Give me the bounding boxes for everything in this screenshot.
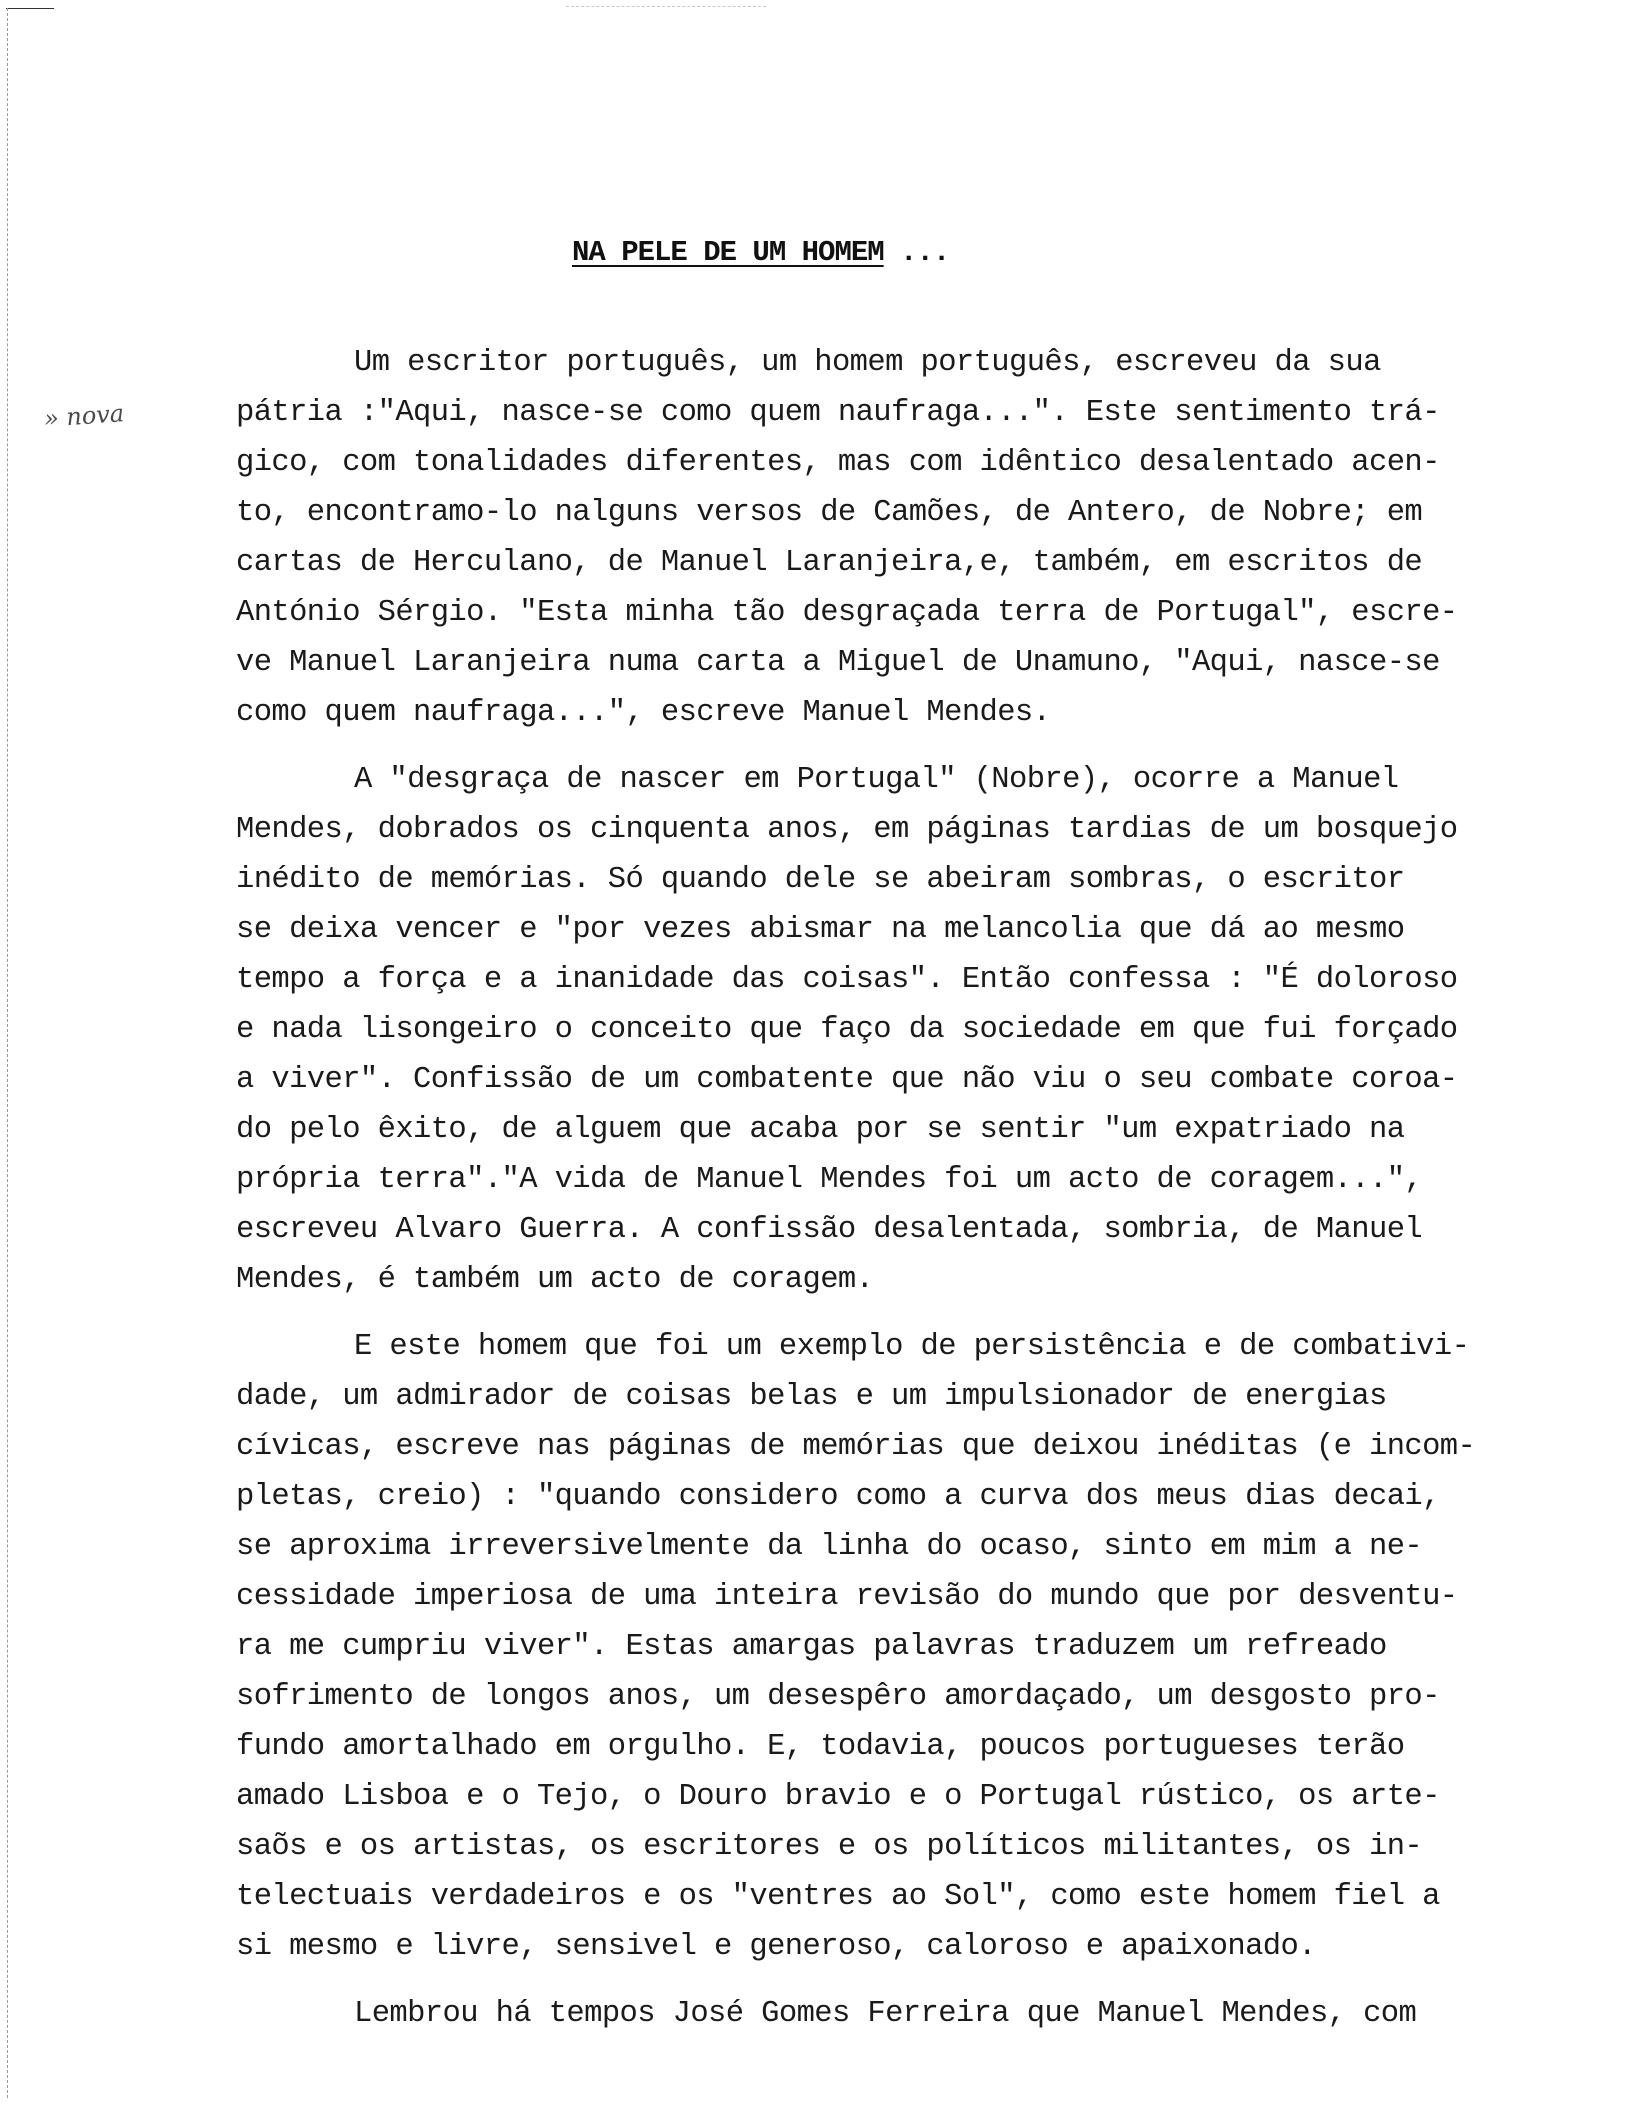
paragraph (236, 338, 1616, 738)
text-line: to, encontramo-lo nalguns versos de Camões, de Antero, de Nobre; em (236, 496, 1423, 530)
scan-edge-line (7, 8, 8, 2098)
text-line: ra me cumpriu viver". Estas amargas palavras traduzem um refreado (236, 1630, 1387, 1664)
text-line: tempo a força e a inanidade das coisas". Então confessa : "É doloroso (236, 963, 1458, 997)
text-line: ve Manuel Laranjeira numa carta a Miguel de Unamuno, "Aqui, nasce-se (236, 646, 1440, 680)
scan-corner-mark (6, 8, 54, 9)
text-line: fundo amortalhado em orgulho. E, todavia, poucos portugueses terão (236, 1730, 1405, 1764)
text-line: saõs e os artistas, os escritores e os políticos militantes, os in- (236, 1830, 1423, 1864)
text-line: telectuais verdadeiros e os "ventres ao Sol", como este homem fiel a (236, 1880, 1440, 1914)
text-line: cartas de Herculano, de Manuel Laranjeira,e, também, em escritos de (236, 546, 1423, 580)
text-line: a viver". Confissão de um combatente que não viu o seu combate coroa- (236, 1063, 1458, 1097)
text-line: se deixa vencer e "por vezes abismar na melancolia que dá ao mesmo (236, 913, 1405, 947)
scan-top-dash (566, 6, 766, 7)
paragraph (236, 755, 1616, 1305)
text-line: sofrimento de longos anos, um desespêro amordaçado, um desgosto pro- (236, 1680, 1440, 1714)
text-line: cessidade imperiosa de uma inteira revisão do mundo que por desventu- (236, 1580, 1458, 1614)
paragraph (236, 1322, 1616, 1972)
title-text: NA PELE DE UM HOMEM (572, 236, 884, 269)
text-line: A "desgraça de nascer em Portugal" (Nobre), ocorre a Manuel (354, 763, 1399, 797)
text-line: Lembrou há tempos José Gomes Ferreira que Manuel Mendes, com (354, 1997, 1417, 2031)
text-line: e nada lisongeiro o conceito que faço da sociedade em que fui forçado (236, 1013, 1458, 1047)
paragraph (236, 1989, 1616, 2039)
text-line: gico, com tonalidades diferentes, mas com idêntico desalentado acen- (236, 446, 1440, 480)
text-line: se aproxima irreversivelmente da linha do ocaso, sinto em mim a ne- (236, 1530, 1423, 1564)
text-line: própria terra"."A vida de Manuel Mendes foi um acto de coragem...", (236, 1163, 1423, 1197)
text-line: pletas, creio) : "quando considero como a curva dos meus dias decai, (236, 1480, 1440, 1514)
handwritten-margin-note: » nova (43, 399, 125, 433)
text-line: António Sérgio. "Esta minha tão desgraçada terra de Portugal", escre- (236, 596, 1458, 630)
text-line: Mendes, dobrados os cinquenta anos, em páginas tardias de um bosquejo (236, 813, 1458, 847)
text-line: Um escritor português, um homem português, escreveu da sua (354, 346, 1381, 380)
text-line: do pelo êxito, de alguem que acaba por se sentir "um expatriado na (236, 1113, 1405, 1147)
text-line: amado Lisboa e o Tejo, o Douro bravio e o Portugal rústico, os arte- (236, 1780, 1440, 1814)
page-title (572, 236, 949, 269)
title-ellipsis: ... (883, 236, 950, 269)
body-text (236, 338, 1616, 2056)
text-line: como quem naufraga...", escreve Manuel Mendes. (236, 696, 1051, 730)
text-line: si mesmo e livre, sensivel e generoso, caloroso e apaixonado. (236, 1930, 1316, 1964)
text-line: pátria :"Aqui, nasce-se como quem naufraga...". Este sentimento trá- (236, 396, 1440, 430)
text-line: cívicas, escreve nas páginas de memórias que deixou inéditas (e incom- (236, 1430, 1476, 1464)
text-line: E este homem que foi um exemplo de persistência e de combativi- (354, 1330, 1470, 1364)
text-line: inédito de memórias. Só quando dele se abeiram sombras, o escritor (236, 863, 1405, 897)
text-line: Mendes, é também um acto de coragem. (236, 1263, 874, 1297)
text-line: escreveu Alvaro Guerra. A confissão desalentada, sombria, de Manuel (236, 1213, 1423, 1247)
text-line: dade, um admirador de coisas belas e um impulsionador de energias (236, 1380, 1387, 1414)
